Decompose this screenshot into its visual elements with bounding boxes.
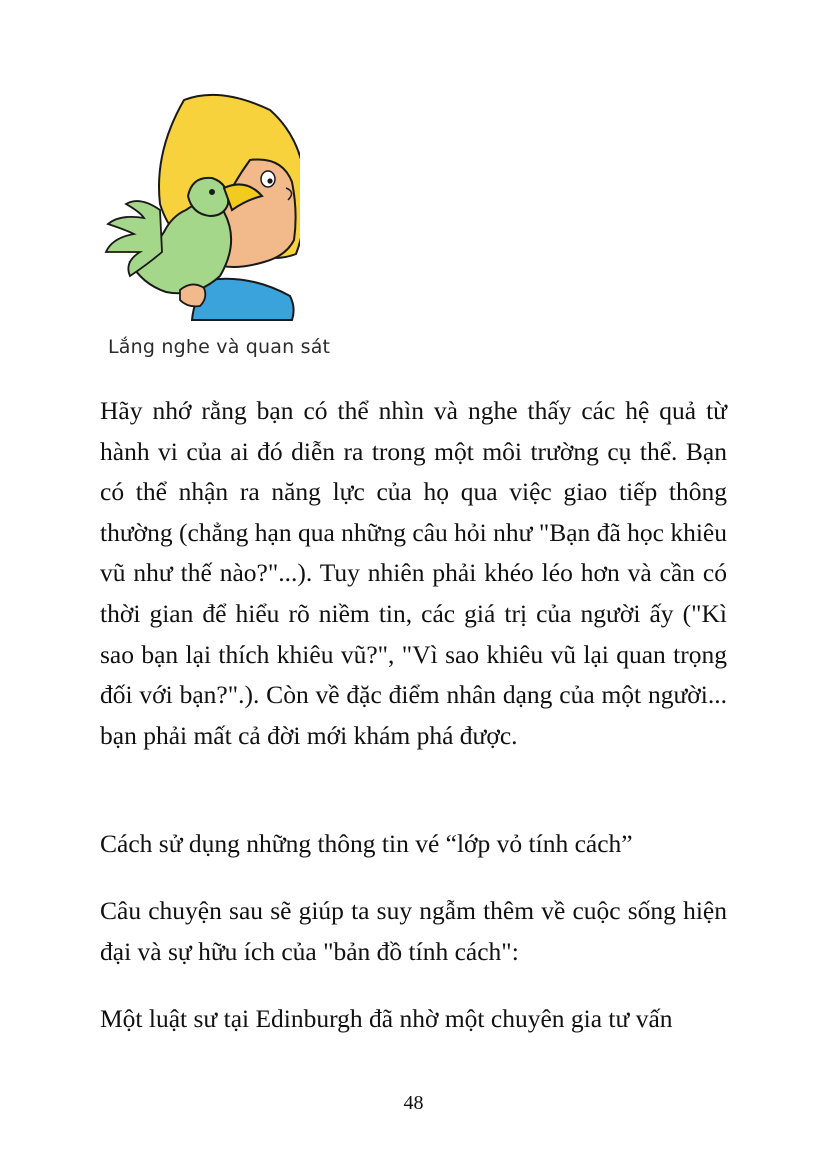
illustration-girl-with-parrot	[100, 92, 300, 324]
body-paragraph: Hãy nhớ rằng bạn có thể nhìn và nghe thấy các hệ quả từ hành vi của ai đó diễn ra trong một môi trường cụ thể. Bạn có thể nhận ra năng lực của họ qua việc giao tiếp thông thường (chẳng hạn qua những câu hỏi như "Bạn đã học khiêu vũ như thế nào?"...). Tuy nhiên phải khéo léo hơn và cần có thời gian để hiểu rõ niềm tin, các giá trị của người ấy ("Kì sao bạn lại thích khiêu vũ?", "Vì sao khiêu vũ lại quan trọng đối với bạn?".). Còn về đặc điểm nhân dạng của một người... bạn phải mất cả đời mới khám phá được.	[100, 396, 727, 750]
section-heading-paragraph: Cách sử dụng những thông tin vé “lớp vỏ tính cách”	[100, 829, 633, 858]
girl-parrot-drawing	[100, 92, 300, 324]
body-paragraph: Câu chuyện sau sẽ giúp ta suy ngẫm thêm về cuộc sống hiện đại và sự hữu ích của "bản đồ tính cách":	[100, 896, 727, 966]
illustration-caption: Lắng nghe và quan sát	[108, 336, 331, 358]
page-number: 48	[403, 1092, 424, 1114]
body-paragraph: Một luật sư tại Edinburgh đã nhờ một chuyên gia tư vấn	[100, 1004, 673, 1033]
